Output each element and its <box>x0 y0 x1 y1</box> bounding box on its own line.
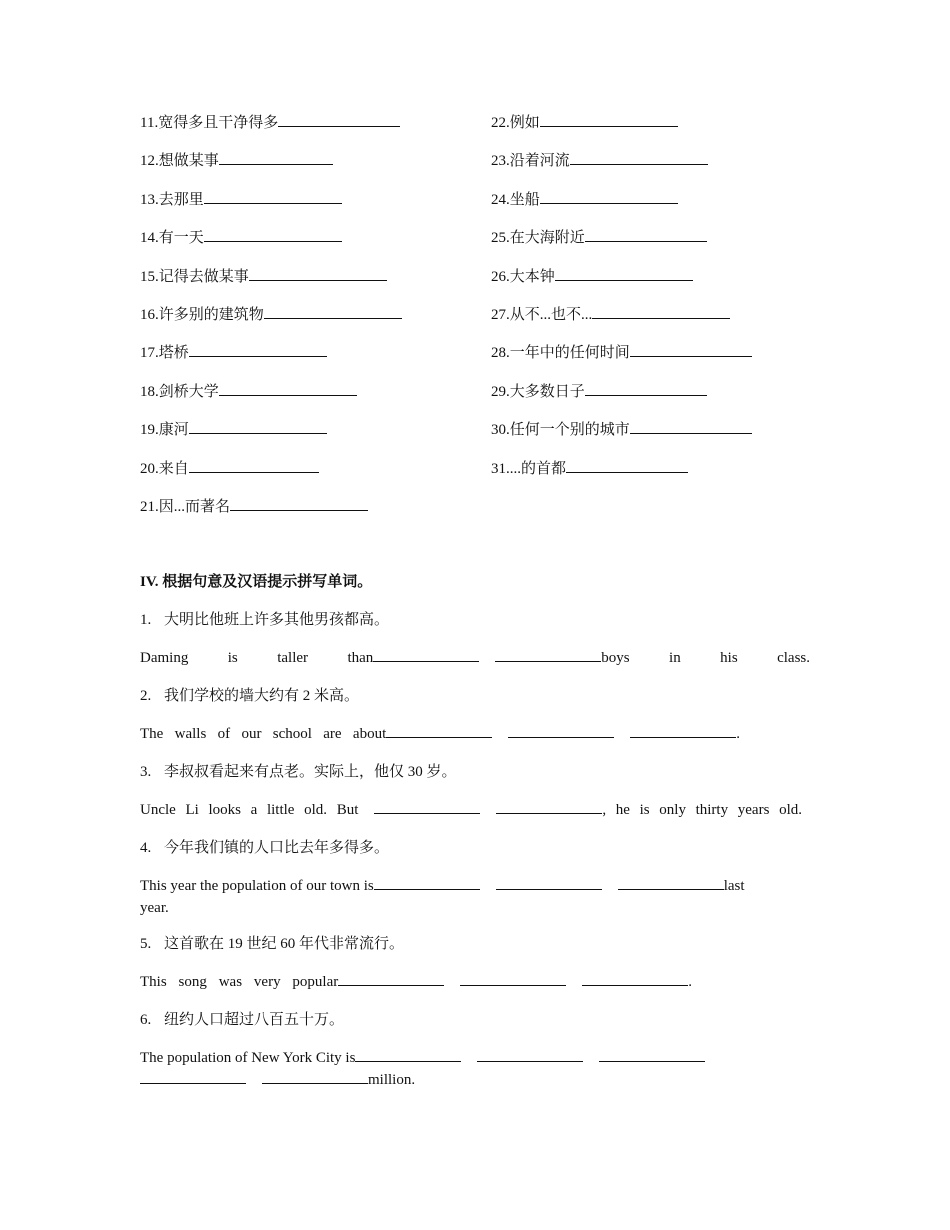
question-sentence-en <box>140 723 740 761</box>
vocab-item <box>140 458 480 496</box>
answer-blank[interactable] <box>219 150 333 165</box>
answer-blank[interactable] <box>204 227 342 242</box>
question-sentence-en <box>140 799 802 837</box>
sentence-text: This song was very popular <box>140 974 339 990</box>
answer-blank[interactable] <box>495 647 601 662</box>
section-iv <box>140 571 810 1105</box>
vocab-text: 16.许多别的建筑物 <box>140 306 264 323</box>
vocab-text: 18.剑桥大学 <box>140 383 219 400</box>
sentence-text: , he is only thirty years old. <box>602 802 802 818</box>
answer-blank[interactable] <box>540 189 678 204</box>
question-cn-text: 今年我们镇的人口比去年多得多。 <box>164 840 390 856</box>
answer-blank[interactable] <box>189 419 327 434</box>
vocab-text: 31....的首都 <box>491 460 567 477</box>
vocab-text: 14.有一天 <box>140 230 204 247</box>
sentence-text: . <box>736 726 740 742</box>
sentence-text: This year the population of our town is <box>140 878 374 894</box>
sentence-text: . <box>688 974 692 990</box>
vocab-text: 27.从不...也不... <box>491 306 593 323</box>
answer-blank[interactable] <box>460 971 566 986</box>
vocab-text: 21.因...而著名 <box>140 498 231 515</box>
sentence-text: last <box>723 878 745 894</box>
question-cn-text: 李叔叔看起来有点老。实际上，他仅 30 岁。 <box>164 764 457 780</box>
vocab-text: 23.沿着河流 <box>491 153 570 170</box>
vocab-item <box>491 458 831 496</box>
vocab-text: 24.坐船 <box>491 191 540 208</box>
answer-blank[interactable] <box>496 799 602 814</box>
question-number: 6. <box>140 1012 152 1028</box>
vocab-column-right <box>491 112 831 496</box>
sentence-text: Daming is taller than <box>140 650 374 666</box>
answer-blank[interactable] <box>219 381 357 396</box>
vocab-text: 25.在大海附近 <box>491 230 585 247</box>
answer-blank[interactable] <box>630 723 736 738</box>
answer-blank[interactable] <box>249 266 387 281</box>
answer-blank[interactable] <box>189 342 327 357</box>
vocab-item <box>140 381 480 419</box>
vocab-item <box>140 304 480 342</box>
answer-blank[interactable] <box>585 227 707 242</box>
question-prompt-cn <box>140 933 810 971</box>
question-sentence-en <box>140 875 796 919</box>
sentence-text: The population of New York City is <box>140 1050 356 1066</box>
answer-blank[interactable] <box>262 1069 368 1084</box>
vocab-text: 11.宽得多且干净得多 <box>140 115 279 131</box>
question-sentence-en <box>140 647 810 685</box>
sentence-text: boys in his class. <box>601 650 811 666</box>
question-cn-text: 大明比他班上许多其他男孩都高。 <box>164 612 390 628</box>
answer-blank[interactable] <box>230 496 368 511</box>
vocab-item <box>491 381 831 419</box>
vocab-text: 22.例如 <box>491 115 540 131</box>
answer-blank[interactable] <box>540 112 678 127</box>
question-number: 4. <box>140 840 152 856</box>
vocab-item <box>491 419 831 457</box>
answer-blank[interactable] <box>278 112 400 127</box>
answer-blank[interactable] <box>373 647 479 662</box>
question-prompt-cn <box>140 837 810 875</box>
question-number: 2. <box>140 688 152 704</box>
question-prompt-cn <box>140 761 810 799</box>
question-number: 1. <box>140 612 152 628</box>
sentence-text: year. <box>140 900 169 916</box>
vocab-item <box>140 189 480 227</box>
question-prompt-cn <box>140 1009 810 1047</box>
vocab-item <box>491 304 831 342</box>
vocab-item <box>140 266 480 304</box>
vocab-item <box>491 342 831 380</box>
question-sentence-en <box>140 1047 752 1091</box>
answer-blank[interactable] <box>355 1047 461 1062</box>
answer-blank[interactable] <box>386 723 492 738</box>
question-number: 3. <box>140 764 152 780</box>
answer-blank[interactable] <box>374 875 480 890</box>
answer-blank[interactable] <box>585 381 707 396</box>
vocab-item <box>491 227 831 265</box>
vocab-text: 30.任何一个别的城市 <box>491 422 630 439</box>
answer-blank[interactable] <box>555 266 693 281</box>
question-cn-text: 纽约人口超过八百五十万。 <box>164 1012 345 1028</box>
vocab-column-left <box>140 112 480 534</box>
answer-blank[interactable] <box>338 971 444 986</box>
answer-blank[interactable] <box>582 971 688 986</box>
sentence-text: Uncle Li looks a little old. But <box>140 802 359 818</box>
vocab-item <box>140 419 480 457</box>
answer-blank[interactable] <box>140 1069 246 1084</box>
question-number: 5. <box>140 936 152 952</box>
section-title: IV. 根据句意及汉语提示拼写单词。 <box>140 574 373 590</box>
vocab-text: 28.一年中的任何时间 <box>491 345 630 362</box>
answer-blank[interactable] <box>566 458 688 473</box>
sentence-text: million. <box>368 1072 416 1088</box>
answer-blank[interactable] <box>374 799 480 814</box>
vocab-text: 29.大多数日子 <box>491 383 585 400</box>
answer-blank[interactable] <box>477 1047 583 1062</box>
vocab-item <box>491 266 831 304</box>
answer-blank[interactable] <box>508 723 614 738</box>
answer-blank[interactable] <box>570 150 708 165</box>
vocab-text: 26.大本钟 <box>491 268 555 285</box>
question-cn-text: 这首歌在 19 世纪 60 年代非常流行。 <box>164 936 405 952</box>
question-sentence-en <box>140 971 692 1009</box>
sentence-text: The walls of our school are about <box>140 726 387 742</box>
vocab-item <box>140 342 480 380</box>
vocab-text: 13.去那里 <box>140 191 204 208</box>
question-cn-text: 我们学校的墙大约有 2 米高。 <box>164 688 360 704</box>
answer-blank[interactable] <box>264 304 402 319</box>
vocab-item <box>491 189 831 227</box>
vocab-item <box>140 112 480 150</box>
question-prompt-cn <box>140 685 810 723</box>
vocab-text: 17.塔桥 <box>140 345 189 362</box>
answer-blank[interactable] <box>592 304 730 319</box>
vocab-text: 15.记得去做某事 <box>140 268 249 285</box>
answer-blank[interactable] <box>496 875 602 890</box>
answer-blank[interactable] <box>189 458 319 473</box>
answer-blank[interactable] <box>599 1047 705 1062</box>
vocab-item <box>140 150 480 188</box>
vocab-item <box>491 150 831 188</box>
vocab-item <box>491 112 831 150</box>
vocab-item <box>140 496 480 534</box>
question-prompt-cn <box>140 609 810 647</box>
vocab-text: 12.想做某事 <box>140 153 219 170</box>
vocab-text: 20.来自 <box>140 460 189 477</box>
answer-blank[interactable] <box>630 419 752 434</box>
answer-blank[interactable] <box>630 342 752 357</box>
vocab-text: 19.康河 <box>140 422 189 439</box>
answer-blank[interactable] <box>618 875 724 890</box>
answer-blank[interactable] <box>204 189 342 204</box>
vocab-item <box>140 227 480 265</box>
